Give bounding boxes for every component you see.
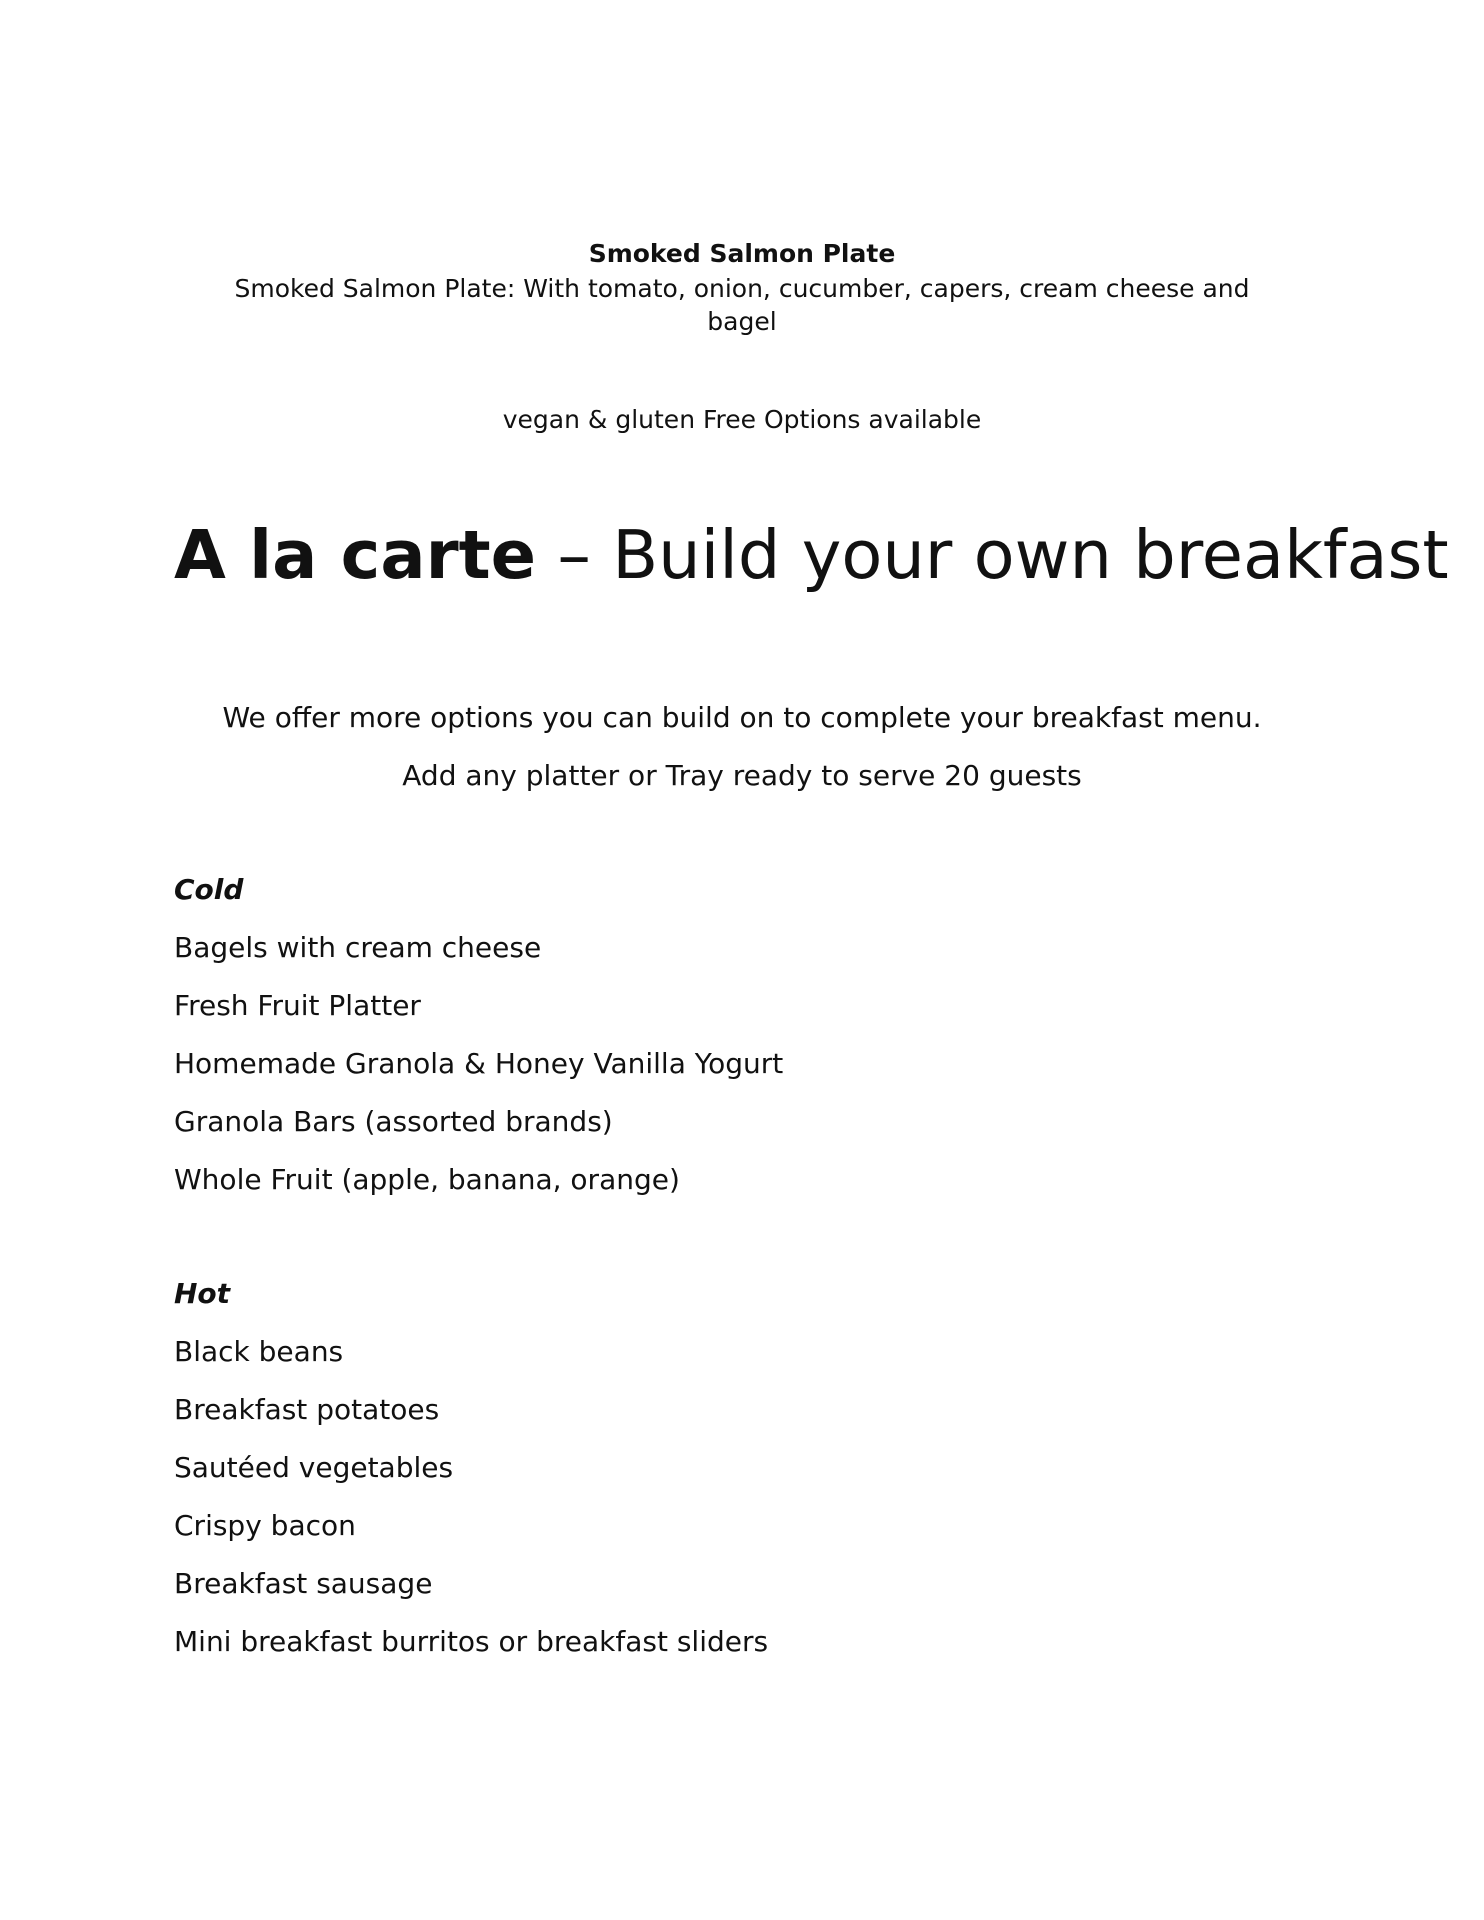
heading-rest: – Build your own breakfast — [536, 516, 1449, 594]
intro-line-1: We offer more options you can build on to complete your breakfast menu. — [222, 701, 1262, 734]
cold-items-list — [174, 930, 783, 1220]
salmon-plate-description: Smoked Salmon Plate: With tomato, onion, cucumber, capers, cream cheese and bagel — [234, 274, 1250, 336]
hot-items-list — [174, 1334, 768, 1682]
heading-bold: A la carte — [174, 516, 537, 594]
hot-item: Crispy bacon — [174, 1509, 356, 1542]
salmon-plate-title: Smoked Salmon Plate — [588, 239, 896, 268]
hot-section-title: Hot — [174, 1277, 231, 1310]
page-heading — [174, 515, 1449, 595]
cold-item: Whole Fruit (apple, banana, orange) — [174, 1163, 680, 1196]
dietary-note: vegan & gluten Free Options available — [502, 405, 982, 434]
hot-item: Breakfast potatoes — [174, 1393, 440, 1426]
cold-item: Granola Bars (assorted brands) — [174, 1105, 613, 1138]
cold-item: Homemade Granola & Honey Vanilla Yogurt — [174, 1047, 784, 1080]
cold-item: Bagels with cream cheese — [174, 931, 542, 964]
hot-item: Breakfast sausage — [174, 1567, 433, 1600]
hot-item: Sautéed vegetables — [174, 1451, 454, 1484]
hot-item: Black beans — [174, 1335, 344, 1368]
hot-item: Mini breakfast burritos or breakfast sliders — [174, 1625, 769, 1658]
cold-item: Fresh Fruit Platter — [174, 989, 421, 1022]
intro-line-2: Add any platter or Tray ready to serve 20 guests — [402, 759, 1082, 792]
cold-section-title: Cold — [174, 873, 244, 906]
